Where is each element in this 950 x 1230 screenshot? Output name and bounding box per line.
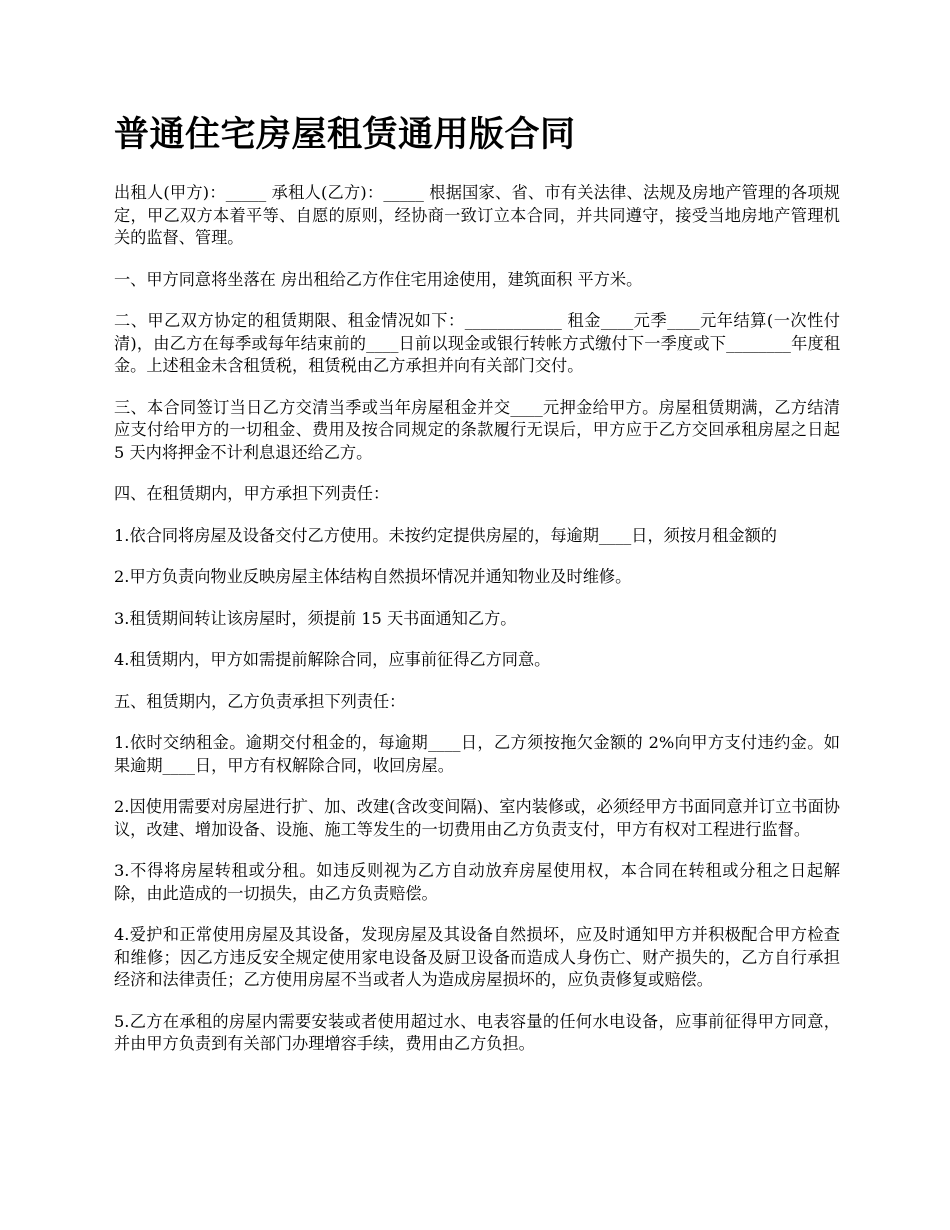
paragraph-clause-5-heading: 五、租赁期内，乙方负责承担下列责任： (114, 691, 406, 711)
document-title: 普通住宅房屋租赁通用版合同 (114, 115, 576, 155)
document-page (114, 110, 840, 1056)
paragraph-parties: 出租人(甲方)：_____ 承租人(乙方)：_____ 根据国家、省、市有关法律、法规及房地产管理的各项规定，甲乙双方本着平等、自愿的原则，经协商一致订立本合同，并共同遵守，接受当地房地产管理机关的监督、管理。 (114, 183, 840, 247)
paragraph-clause-1: 一、甲方同意将坐落在 房出租给乙方作住宅用途使用，建筑面积 平方米。 (114, 269, 643, 289)
paragraph-clause-4-item-2: 2.甲方负责向物业反映房屋主体结构自然损坏情况并通知物业及时维修。 (114, 567, 632, 586)
paragraph-clause-5-item-2: 2.因使用需要对房屋进行扩、加、改建(含改变间隔)、室内装修或，必须经甲方书面同意并订立书面协议，改建、增加设备、设施、施工等发生的一切费用由乙方负责支付，甲方有权对工程进行监督。 (114, 797, 840, 839)
paragraph-clause-4-heading: 四、在租赁期内，甲方承担下列责任： (114, 484, 390, 503)
paragraph-clause-2: 二、甲乙双方协定的租赁期限、租金情况如下：____________ 租金____元季____元年结算(一次性付清)，由乙方在每季或每年结束前的____日前以现金或银行转帐方式缴付下一季度或下________年度租金。上述租金未含租赁税，租赁税由乙方承担并向有关部门交付。 (114, 311, 840, 375)
paragraph-clause-4-item-3: 3.租赁期间转让该房屋时，须提前 15 天书面通知乙方。 (114, 608, 517, 628)
paragraph-clause-5-item-4: 4.爱护和正常使用房屋及其设备，发现房屋及其设备自然损坏，应及时通知甲方并积极配合甲方检查和维修；因乙方违反安全规定使用家电设备及厨卫设备而造成人身伤亡、财产损失的，乙方自行承担经济和法律责任；乙方使用房屋不当或者人为造成房屋损坏的，应负责修复或赔偿。 (114, 925, 840, 989)
paragraph-clause-4-item-4: 4.租赁期内，甲方如需提前解除合同，应事前征得乙方同意。 (114, 650, 551, 669)
paragraph-clause-5-item-1: 1.依时交纳租金。逾期交付租金的，每逾期____日，乙方须按拖欠金额的 2%向甲方支付违约金。如果逾期____日，甲方有权解除合同，收回房屋。 (114, 733, 840, 775)
paragraph-clause-5-item-3: 3.不得将房屋转租或分租。如违反则视为乙方自动放弃房屋使用权，本合同在转租或分租之日起解除，由此造成的一切损失，由乙方负责赔偿。 (114, 861, 840, 903)
paragraph-clause-3: 三、本合同签订当日乙方交清当季或当年房屋租金并交____元押金给甲方。房屋租赁期满，乙方结清应支付给甲方的一切租金、费用及按合同规定的条款履行无误后，甲方应于乙方交回承租房屋之日起 5 天内将押金不计利息退还给乙方。 (114, 397, 840, 462)
paragraph-clause-5-item-5: 5.乙方在承租的房屋内需要安装或者使用超过水、电表容量的任何水电设备，应事前征得甲方同意，并由甲方负责到有关部门办理增容手续，费用由乙方负担。 (114, 1011, 840, 1053)
paragraph-clause-4-item-1: 1.依合同将房屋及设备交付乙方使用。未按约定提供房屋的，每逾期____日，须按月租金额的 (114, 525, 777, 545)
